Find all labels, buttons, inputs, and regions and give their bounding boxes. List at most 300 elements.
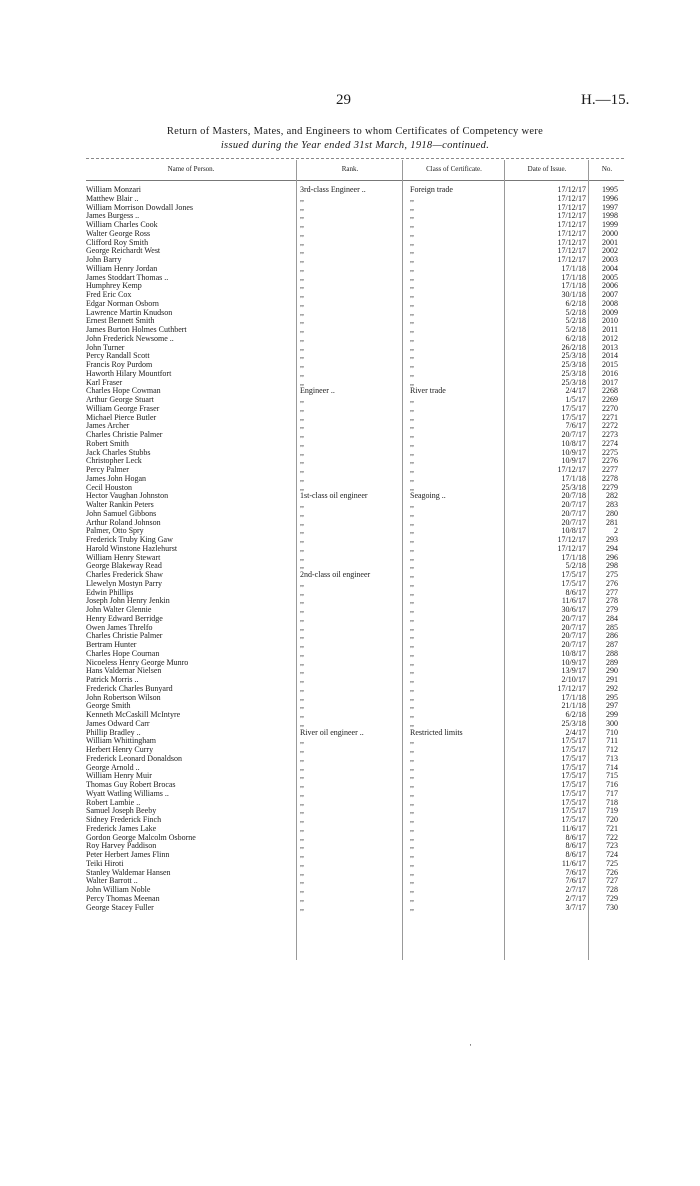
- certificate-class: ,,: [410, 762, 414, 772]
- certificate-number: 1998: [602, 211, 618, 221]
- rank: ,,: [300, 561, 304, 571]
- person-name: William Whittingham: [86, 736, 156, 746]
- certificate-number: 1996: [602, 193, 618, 203]
- date-of-issue: 30/6/17: [561, 605, 586, 614]
- certificate-number: 712: [606, 745, 618, 754]
- certificate-number: 2274: [602, 438, 618, 448]
- table-row: [86, 554, 624, 563]
- date-of-issue: 17/5/17: [561, 578, 586, 588]
- person-name: Roy Harvey Paddison: [86, 841, 157, 851]
- person-name: Edgar Norman Osborn: [86, 298, 159, 308]
- certificate-class: ,,: [410, 211, 414, 221]
- person-name: Teiki Hiroti: [86, 858, 124, 868]
- person-name: Charles Frederick Shaw: [86, 570, 163, 579]
- person-name: Edwin Phillips: [86, 587, 134, 597]
- date-of-issue: 3/7/17: [565, 902, 586, 912]
- certificate-class: ,,: [410, 228, 414, 238]
- rank: ,,: [300, 342, 304, 352]
- person-name: George Arnold ..: [86, 762, 140, 772]
- person-name: James Odward Carr: [86, 718, 150, 728]
- certificate-number: 2012: [602, 333, 618, 343]
- table-row: [86, 877, 624, 886]
- table-row: [86, 737, 624, 746]
- table-row: [86, 807, 624, 816]
- date-of-issue: 17/12/17: [557, 683, 586, 693]
- certificate-class: ,,: [410, 220, 414, 229]
- rank: ,,: [300, 867, 304, 877]
- rank: 3rd-class Engineer ..: [300, 185, 366, 194]
- date-of-issue: 17/5/17: [561, 771, 586, 781]
- date-of-issue: 17/12/17: [557, 211, 586, 221]
- date-of-issue: 17/12/17: [557, 228, 586, 238]
- certificate-number: 2007: [602, 290, 618, 299]
- rank: ,,: [300, 316, 304, 326]
- footnote-mark: ·: [469, 1040, 472, 1050]
- certificate-class: ,,: [410, 780, 414, 789]
- date-of-issue: 20/7/17: [561, 430, 586, 439]
- date-of-issue: 17/5/17: [561, 780, 586, 789]
- certificate-number: 275: [606, 570, 618, 579]
- date-of-issue: 17/12/17: [557, 185, 586, 194]
- certificate-number: 279: [606, 605, 618, 614]
- rank: ,,: [300, 587, 304, 597]
- person-name: Cecil Houston: [86, 482, 132, 492]
- person-name: Percy Palmer: [86, 465, 129, 474]
- rank: ,,: [300, 718, 304, 728]
- person-name: Henry Edward Berridge: [86, 613, 163, 623]
- person-name: Charles Christie Palmer: [86, 631, 163, 641]
- certificate-number: 2005: [602, 272, 618, 282]
- certificate-number: 2016: [602, 368, 618, 378]
- certificate-number: 2278: [602, 473, 618, 483]
- person-name: Patrick Morris ..: [86, 675, 139, 684]
- date-of-issue: 5/2/18: [565, 316, 586, 326]
- date-of-issue: 20/7/17: [561, 508, 586, 518]
- certificate-class: ,,: [410, 281, 414, 291]
- certificate-class: ,,: [410, 885, 414, 894]
- person-name: Robert Lambie ..: [86, 797, 141, 807]
- certificate-table: [86, 186, 624, 912]
- certificate-number: 290: [606, 666, 618, 676]
- rank: ,,: [300, 736, 304, 746]
- date-of-issue: 20/7/17: [561, 517, 586, 527]
- certificate-number: 1999: [602, 220, 618, 229]
- column-header-name: Name of Person.: [167, 165, 215, 173]
- rank: ,,: [300, 456, 304, 466]
- certificate-number: 724: [606, 850, 618, 859]
- certificate-class: ,,: [410, 710, 414, 719]
- person-name: William Monzari: [86, 185, 141, 194]
- date-of-issue: 17/1/18: [561, 263, 586, 273]
- certificate-class: ,,: [410, 316, 414, 326]
- certificate-number: 2276: [602, 456, 618, 466]
- person-name: Arthur Roland Johnson: [86, 517, 161, 527]
- person-name: Fred Eric Cox: [86, 290, 132, 299]
- date-of-issue: 2/7/17: [565, 893, 586, 903]
- table-row: [86, 869, 624, 878]
- rank: ,,: [300, 850, 304, 859]
- certificate-class: ,,: [410, 333, 414, 343]
- person-name: George Stacey Fuller: [86, 902, 154, 912]
- certificate-class: Restricted limits: [410, 727, 463, 737]
- certificate-class: ,,: [410, 631, 414, 641]
- certificate-class: ,,: [410, 438, 414, 448]
- person-name: Palmer, Otto Spry: [86, 526, 144, 536]
- certificate-class: ,,: [410, 193, 414, 203]
- person-name: Phillip Bradley ..: [86, 727, 141, 737]
- certificate-number: 289: [606, 657, 618, 667]
- certificate-class: ,,: [410, 237, 414, 247]
- table-row: [86, 895, 624, 904]
- certificate-number: 710: [606, 727, 618, 737]
- rank: ,,: [300, 333, 304, 343]
- date-of-issue: 17/5/17: [561, 762, 586, 772]
- rank: ,,: [300, 753, 304, 763]
- table-row: [86, 519, 624, 528]
- certificate-number: 2270: [602, 403, 618, 413]
- table-row: [86, 685, 624, 694]
- certificate-class: ,,: [410, 622, 414, 632]
- person-name: William Charles Cook: [86, 220, 158, 229]
- certificate-number: 730: [606, 902, 618, 912]
- certificate-class: ,,: [410, 202, 414, 212]
- certificate-number: 727: [606, 876, 618, 886]
- date-of-issue: 17/5/17: [561, 797, 586, 807]
- person-name: Lawrence Martin Knudson: [86, 307, 173, 317]
- date-of-issue: 11/6/17: [561, 596, 586, 606]
- certificate-number: 1995: [602, 185, 618, 194]
- certificate-number: 720: [606, 815, 618, 824]
- certificate-number: 294: [606, 543, 618, 553]
- certificate-class: ,,: [410, 745, 414, 754]
- rank: ,,: [300, 902, 304, 912]
- certificate-class: ,,: [410, 841, 414, 851]
- rank: ,,: [300, 771, 304, 781]
- table-row: [86, 816, 624, 825]
- certificate-class: ,,: [410, 395, 414, 404]
- certificate-class: ,,: [410, 482, 414, 492]
- date-of-issue: 30/1/18: [561, 290, 586, 299]
- certificate-number: 713: [606, 753, 618, 763]
- date-of-issue: 10/8/17: [561, 648, 586, 658]
- certificate-class: ,,: [410, 701, 414, 711]
- person-name: Kenneth McCaskill McIntyre: [86, 710, 181, 719]
- rank: ,,: [300, 823, 304, 833]
- certificate-class: ,,: [410, 473, 414, 483]
- rank: ,,: [300, 473, 304, 483]
- certificate-class: ,,: [410, 902, 414, 912]
- certificate-class: ,,: [410, 683, 414, 693]
- table-row: [86, 422, 624, 431]
- rank: ,,: [300, 307, 304, 317]
- certificate-class: ,,: [410, 605, 414, 614]
- rank: ,,: [300, 211, 304, 221]
- certificate-class: ,,: [410, 500, 414, 509]
- date-of-issue: 17/12/17: [557, 535, 586, 544]
- table-row: [86, 904, 624, 913]
- certificate-number: 2011: [602, 325, 618, 334]
- date-of-issue: 17/12/17: [557, 543, 586, 553]
- date-of-issue: 17/1/18: [561, 692, 586, 702]
- table-row: [86, 834, 624, 843]
- certificate-class: ,,: [410, 535, 414, 544]
- person-name: Jack Charles Stubbs: [86, 447, 151, 457]
- date-of-issue: 25/3/18: [561, 368, 586, 378]
- table-row: [86, 414, 624, 423]
- person-name: Charles Christie Palmer: [86, 430, 163, 439]
- person-name: John William Noble: [86, 885, 151, 894]
- certificate-number: 715: [606, 771, 618, 781]
- table-row: [86, 755, 624, 764]
- rank: ,,: [300, 412, 304, 422]
- table-row: [86, 475, 624, 484]
- certificate-class: Foreign trade: [410, 185, 453, 194]
- rank: ,,: [300, 500, 304, 509]
- person-name: William Morrison Dowdall Jones: [86, 202, 193, 212]
- certificate-number: 287: [606, 640, 618, 649]
- date-of-issue: 11/6/17: [561, 823, 586, 833]
- rank: ,,: [300, 202, 304, 212]
- person-name: Herbert Henry Curry: [86, 745, 154, 754]
- table-row: [86, 711, 624, 720]
- date-of-issue: 8/6/17: [565, 841, 586, 851]
- certificate-class: ,,: [410, 771, 414, 781]
- person-name: Gordon George Malcolm Osborne: [86, 832, 196, 842]
- table-row: [86, 256, 624, 265]
- column-header-certificate: Class of Certificate.: [426, 165, 482, 173]
- certificate-number: 728: [606, 885, 618, 894]
- certificate-number: 2272: [602, 421, 618, 431]
- certificate-number: 299: [606, 710, 618, 719]
- table-row: [86, 641, 624, 650]
- rank: ,,: [300, 788, 304, 798]
- rank: ,,: [300, 622, 304, 632]
- certificate-number: 2271: [602, 412, 618, 422]
- person-name: Stanley Waldemar Hansen: [86, 867, 171, 877]
- person-name: Percy Randall Scott: [86, 351, 150, 361]
- date-of-issue: 8/6/17: [565, 587, 586, 597]
- rank: ,,: [300, 281, 304, 291]
- person-name: George Smith: [86, 701, 131, 711]
- table-row: [86, 624, 624, 633]
- certificate-class: ,,: [410, 517, 414, 527]
- rank: ,,: [300, 193, 304, 203]
- certificate-number: 2000: [602, 228, 618, 238]
- certificate-number: 298: [606, 561, 618, 571]
- person-name: Thomas Guy Robert Brocas: [86, 780, 176, 789]
- person-name: George Blakeway Read: [86, 561, 162, 571]
- table-row: [86, 571, 624, 580]
- person-name: James Burgess ..: [86, 211, 140, 221]
- person-name: Michael Pierce Butler: [86, 412, 157, 422]
- certificate-number: 717: [606, 788, 618, 798]
- rank: ,,: [300, 858, 304, 868]
- person-name: Peter Herbert James Flinn: [86, 850, 170, 859]
- date-of-issue: 10/8/17: [561, 526, 586, 536]
- date-of-issue: 20/7/18: [561, 491, 586, 501]
- certificate-number: 711: [606, 736, 618, 746]
- page-number: 29: [336, 92, 351, 108]
- table-row: [86, 764, 624, 773]
- date-of-issue: 5/2/18: [565, 561, 586, 571]
- table-row: [86, 396, 624, 405]
- date-of-issue: 17/1/18: [561, 281, 586, 291]
- certificate-number: 721: [606, 823, 618, 833]
- person-name: Hans Valdemar Nielsen: [86, 666, 162, 676]
- rank: ,,: [300, 377, 304, 387]
- rank: 2nd-class oil engineer: [300, 570, 371, 579]
- rank: ,,: [300, 876, 304, 886]
- table-row: [86, 221, 624, 230]
- date-of-issue: 17/1/18: [561, 552, 586, 562]
- person-name: William George Fraser: [86, 403, 160, 413]
- certificate-class: ,,: [410, 456, 414, 466]
- date-of-issue: 17/5/17: [561, 788, 586, 798]
- rank: ,,: [300, 666, 304, 676]
- rank: ,,: [300, 893, 304, 903]
- person-name: James Archer: [86, 421, 130, 431]
- certificate-number: 2001: [602, 237, 618, 247]
- person-name: William Henry Jordan: [86, 263, 158, 273]
- date-of-issue: 6/2/18: [565, 710, 586, 719]
- rank: ,,: [300, 403, 304, 413]
- table-row: [86, 886, 624, 895]
- person-name: Charles Hope Cowman: [86, 386, 161, 396]
- certificate-class: ,,: [410, 753, 414, 763]
- date-of-issue: 17/12/17: [557, 202, 586, 212]
- page-title: [82, 125, 628, 153]
- person-name: Clifford Roy Smith: [86, 237, 149, 247]
- certificate-number: 2279: [602, 482, 618, 492]
- certificate-number: 2: [614, 526, 618, 536]
- date-of-issue: 20/7/17: [561, 631, 586, 641]
- person-name: Arthur George Stuart: [86, 395, 154, 404]
- table-row: [86, 379, 624, 388]
- certificate-class: ,,: [410, 806, 414, 816]
- rank: ,,: [300, 325, 304, 334]
- certificate-number: 2273: [602, 430, 618, 439]
- date-of-issue: 17/1/18: [561, 473, 586, 483]
- table-row: [86, 580, 624, 589]
- person-name: John Frederick Newsome ..: [86, 333, 174, 343]
- certificate-class: ,,: [410, 570, 414, 579]
- rank: ,,: [300, 683, 304, 693]
- rank: ,,: [300, 263, 304, 273]
- person-name: James John Hogan: [86, 473, 146, 483]
- certificate-class: ,,: [410, 666, 414, 676]
- date-of-issue: 10/9/17: [561, 657, 586, 667]
- certificate-number: 2275: [602, 447, 618, 457]
- rank: ,,: [300, 631, 304, 641]
- rank: ,,: [300, 526, 304, 536]
- rank: ,,: [300, 508, 304, 518]
- rank: ,,: [300, 596, 304, 606]
- certificate-number: 2002: [602, 246, 618, 256]
- certificate-class: River trade: [410, 386, 446, 396]
- rank: ,,: [300, 692, 304, 702]
- certificate-class: ,,: [410, 298, 414, 308]
- date-of-issue: 10/9/17: [561, 447, 586, 457]
- rank: ,,: [300, 841, 304, 851]
- table-row: [86, 851, 624, 860]
- person-name: Ernest Bennett Smith: [86, 316, 155, 326]
- certificate-class: ,,: [410, 368, 414, 378]
- rank: ,,: [300, 815, 304, 824]
- person-name: Charles Hope Cournan: [86, 648, 160, 658]
- table-row: [86, 247, 624, 256]
- rank: ,,: [300, 395, 304, 404]
- table-row: [86, 799, 624, 808]
- person-name: Frederick Truby King Gaw: [86, 535, 173, 544]
- certificate-number: 2003: [602, 255, 618, 264]
- certificate-number: 284: [606, 613, 618, 623]
- certificate-class: ,,: [410, 832, 414, 842]
- column-header-date: Date of Issue.: [527, 165, 567, 173]
- person-name: Nicoeless Henry George Munro: [86, 657, 189, 667]
- certificate-number: 292: [606, 683, 618, 693]
- rank: ,,: [300, 438, 304, 448]
- rank: 1st-class oil engineer: [300, 491, 368, 501]
- certificate-number: 293: [606, 535, 618, 544]
- person-name: Hector Vaughan Johnston: [86, 491, 169, 501]
- person-name: Harold Winstone Hazlehurst: [86, 543, 178, 553]
- date-of-issue: 17/5/17: [561, 412, 586, 422]
- date-of-issue: 25/3/18: [561, 718, 586, 728]
- person-name: Robert Smith: [86, 438, 129, 448]
- rank: ,,: [300, 290, 304, 299]
- table-row: [86, 335, 624, 344]
- certificate-class: ,,: [410, 596, 414, 606]
- date-of-issue: 2/4/17: [565, 386, 586, 396]
- person-name: Walter George Ross: [86, 228, 151, 238]
- rank: ,,: [300, 710, 304, 719]
- rank: ,,: [300, 613, 304, 623]
- person-name: George Reichardt West: [86, 246, 161, 256]
- person-name: William Henry Stewart: [86, 552, 161, 562]
- rank: ,,: [300, 806, 304, 816]
- rank: Engineer ..: [300, 386, 335, 396]
- date-of-issue: 25/3/18: [561, 482, 586, 492]
- date-of-issue: 6/2/18: [565, 298, 586, 308]
- date-of-issue: 20/7/17: [561, 622, 586, 632]
- document-reference: H.—15.: [581, 92, 630, 108]
- certificate-class: ,,: [410, 788, 414, 798]
- table-row: [86, 405, 624, 414]
- table-row: [86, 667, 624, 676]
- table-row: [86, 291, 624, 300]
- certificate-class: ,,: [410, 718, 414, 728]
- certificate-class: ,,: [410, 578, 414, 588]
- certificate-number: 2009: [602, 307, 618, 317]
- table-row: [86, 632, 624, 641]
- certificate-class: ,,: [410, 552, 414, 562]
- date-of-issue: 17/5/17: [561, 753, 586, 763]
- rank: ,,: [300, 797, 304, 807]
- certificate-number: 2014: [602, 351, 618, 361]
- date-of-issue: 10/8/17: [561, 438, 586, 448]
- table-row: [86, 545, 624, 554]
- certificate-number: 297: [606, 701, 618, 711]
- date-of-issue: 8/6/17: [565, 850, 586, 859]
- table-row: [86, 212, 624, 221]
- certificate-class: ,,: [410, 307, 414, 317]
- date-of-issue: 13/9/17: [561, 666, 586, 676]
- date-of-issue: 5/2/18: [565, 325, 586, 334]
- certificate-number: 2017: [602, 377, 618, 387]
- title-line-1: Return of Masters, Mates, and Engineers to whom Certificates of Competency were: [166, 126, 544, 137]
- rank: ,,: [300, 447, 304, 457]
- rank: ,,: [300, 605, 304, 614]
